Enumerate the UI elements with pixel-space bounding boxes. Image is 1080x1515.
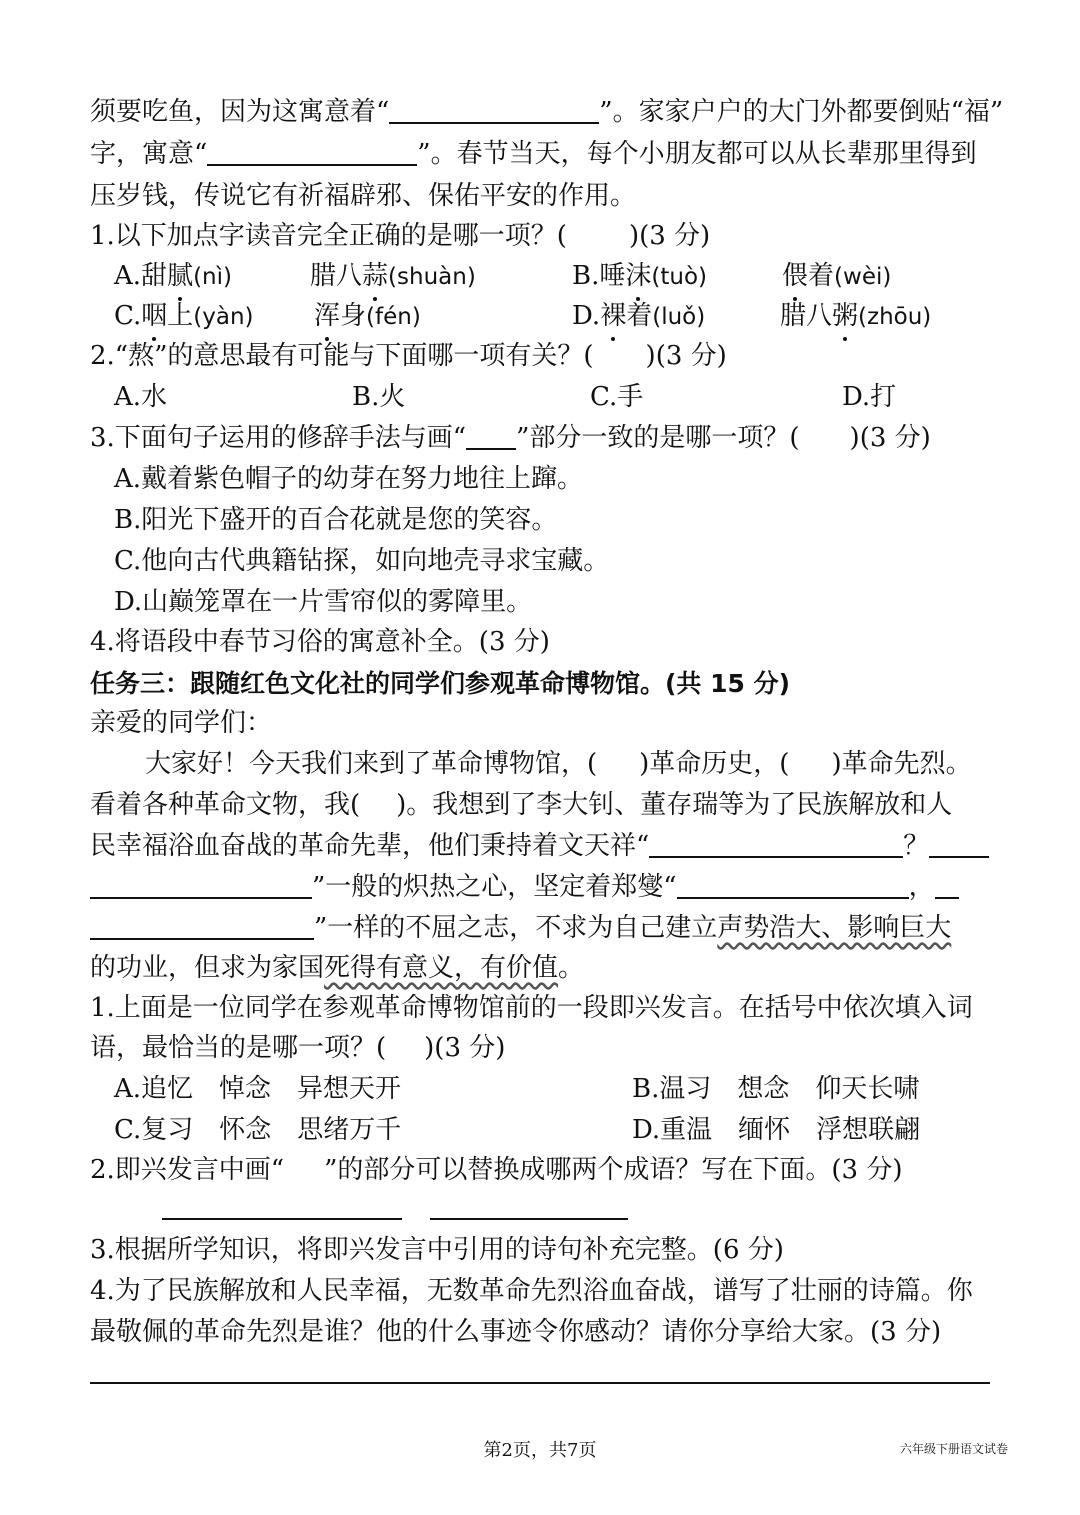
q3-option-a: A.戴着紫色帽子的幼芽在努力地往上蹿。 [114, 464, 584, 494]
t3q4-stem-1: 4.为了民族解放和人民幸福，无数革命先烈浴血奋战，谱写了壮丽的诗篇。你 [90, 1276, 973, 1306]
q1-option-c-2: 浑身(fén) [314, 296, 421, 337]
task3-heading: 任务三：跟随红色文化社的同学们参观革命博物馆。(共 15 分) [90, 669, 791, 698]
t3q1-option-b: B.温习 想念 仰天长啸 [632, 1074, 920, 1104]
t3q1-option-a: A.追忆 悼念 异想天开 [114, 1074, 402, 1104]
q1-option-c-1: C.咽上(yàn) [114, 296, 254, 337]
poem-blank-2c[interactable] [90, 908, 314, 940]
q2-option-d: D.打 [842, 382, 897, 412]
passage-line-3: 压岁钱，传说它有祈福辟邪、保佑平安的作用。 [90, 181, 637, 211]
q2-option-b: B.火 [352, 382, 406, 412]
t3q1-stem-1: 1.上面是一位同学在参观革命博物馆前的一段即兴发言。在括号中依次填入词 [90, 993, 973, 1023]
page-number: 第2页，共7页 [483, 1440, 597, 1461]
t3q1-row-ab [114, 1069, 990, 1109]
q4-stem: 4.将语段中春节习俗的寓意补全。(3 分) [90, 627, 550, 657]
q1-option-b-2: 偎着(wèi) [782, 256, 891, 297]
t3q2-wavy-mark [284, 1150, 324, 1190]
q3-option-c: C.他向古代典籍钻探，如向地壳寻求宝藏。 [114, 546, 610, 576]
task3-passage-line-6: 的功业，但求为家国死得有意义，有价值。 [90, 953, 585, 983]
t3q4-answer-line[interactable] [90, 1382, 990, 1384]
t3q3-stem: 3.根据所学知识，将即兴发言中引用的诗句补充完整。(6 分) [90, 1235, 784, 1265]
fu-meaning-blank[interactable] [207, 134, 417, 166]
poem-blank-1a[interactable] [649, 826, 903, 858]
q1-row-ab [114, 256, 990, 296]
t3q2-answer-line-2[interactable] [430, 1218, 628, 1220]
poem-blank-2a[interactable] [677, 867, 909, 899]
q1-option-d-2: 腊八粥(zhōu) [780, 296, 931, 337]
q3-stem: 3.下面句子运用的修辞手法与画“ ”部分一致的是哪一项？( )(3 分) [90, 423, 931, 453]
q3-option-b: B.阳光下盛开的百合花就是您的笑容。 [114, 505, 558, 535]
task3-passage-line-5: ”一样的不屈之志，不求为自己建立声势浩大、影响巨大 [90, 908, 990, 948]
q2-option-a: A.水 [114, 382, 168, 412]
q1-option-b-1: B.唾沫(tuò) [572, 256, 707, 297]
poem-blank-1b[interactable] [929, 826, 989, 858]
t3q4-stem-2: 最敬佩的革命先烈是谁？他的什么事迹令你感动？请你分享给大家。(3 分) [90, 1317, 942, 1347]
q1-option-a-2: 腊八蒜(shuàn) [310, 256, 476, 297]
t3q1-stem-2: 语，最恰当的是哪一项？( )(3 分) [90, 1033, 506, 1063]
q2-option-c: C.手 [590, 382, 644, 412]
t3q2-answer-line-1[interactable] [162, 1218, 402, 1220]
q1-option-a-1: A.甜腻(nì) [114, 256, 232, 297]
passage-line-2: 字，寓意“ ”。春节当天，每个小朋友都可以从长辈那里得到 [90, 134, 990, 174]
poem-blank-1c[interactable] [90, 867, 312, 899]
q1-option-d-1: D.裸着(luǒ) [572, 296, 705, 337]
q1-stem: 1.以下加点字读音完全正确的是哪一项？( )(3 分) [90, 221, 711, 251]
q3-underline-mark [466, 424, 516, 450]
q1-row-cd [114, 296, 990, 336]
t3q2-stem: 2.即兴发言中画“ ”的部分可以替换成哪两个成语？写在下面。(3 分) [90, 1150, 990, 1190]
task3-passage-line-3: 民幸福浴血奋战的革命先辈，他们秉持着文天祥“ ？ [90, 826, 990, 866]
exam-title: 六年级下册语文试卷 [899, 1442, 1008, 1456]
passage-line-1: 须要吃鱼，因为这寓意着“ ”。家家户户的大门外都要倒贴“福” [90, 92, 990, 132]
wavy-phrase-1: 声势浩大、影响巨大 [717, 913, 952, 943]
poem-blank-2b[interactable] [935, 867, 959, 899]
t3q1-row-cd [114, 1110, 990, 1150]
wavy-phrase-2: 死得有意义，有价值 [324, 953, 559, 983]
task3-passage-line-4: ”一般的炽热之心，坚定着郑燮“ ， [90, 867, 990, 907]
q3-option-d: D.山巅笼罩在一片雪帘似的雾障里。 [114, 587, 533, 617]
fish-meaning-blank[interactable] [389, 92, 599, 124]
q2-options [114, 377, 990, 417]
task3-passage-line-2: 看着各种革命文物，我( )。我想到了李大钊、董存瑞等为了民族解放和人 [90, 790, 953, 820]
task3-greeting: 亲爱的同学们： [90, 708, 273, 738]
q2-stem: 2.“熬”的意思最有可能与下面哪一项有关？( )(3 分) [90, 341, 727, 371]
task3-passage-line-1: 大家好！今天我们来到了革命博物馆，( )革命历史，( )革命先烈。 [145, 749, 972, 779]
t3q1-option-c: C.复习 怀念 思绪万千 [114, 1115, 402, 1145]
t3q1-option-d: D.重温 缅怀 浮想联翩 [632, 1115, 921, 1145]
